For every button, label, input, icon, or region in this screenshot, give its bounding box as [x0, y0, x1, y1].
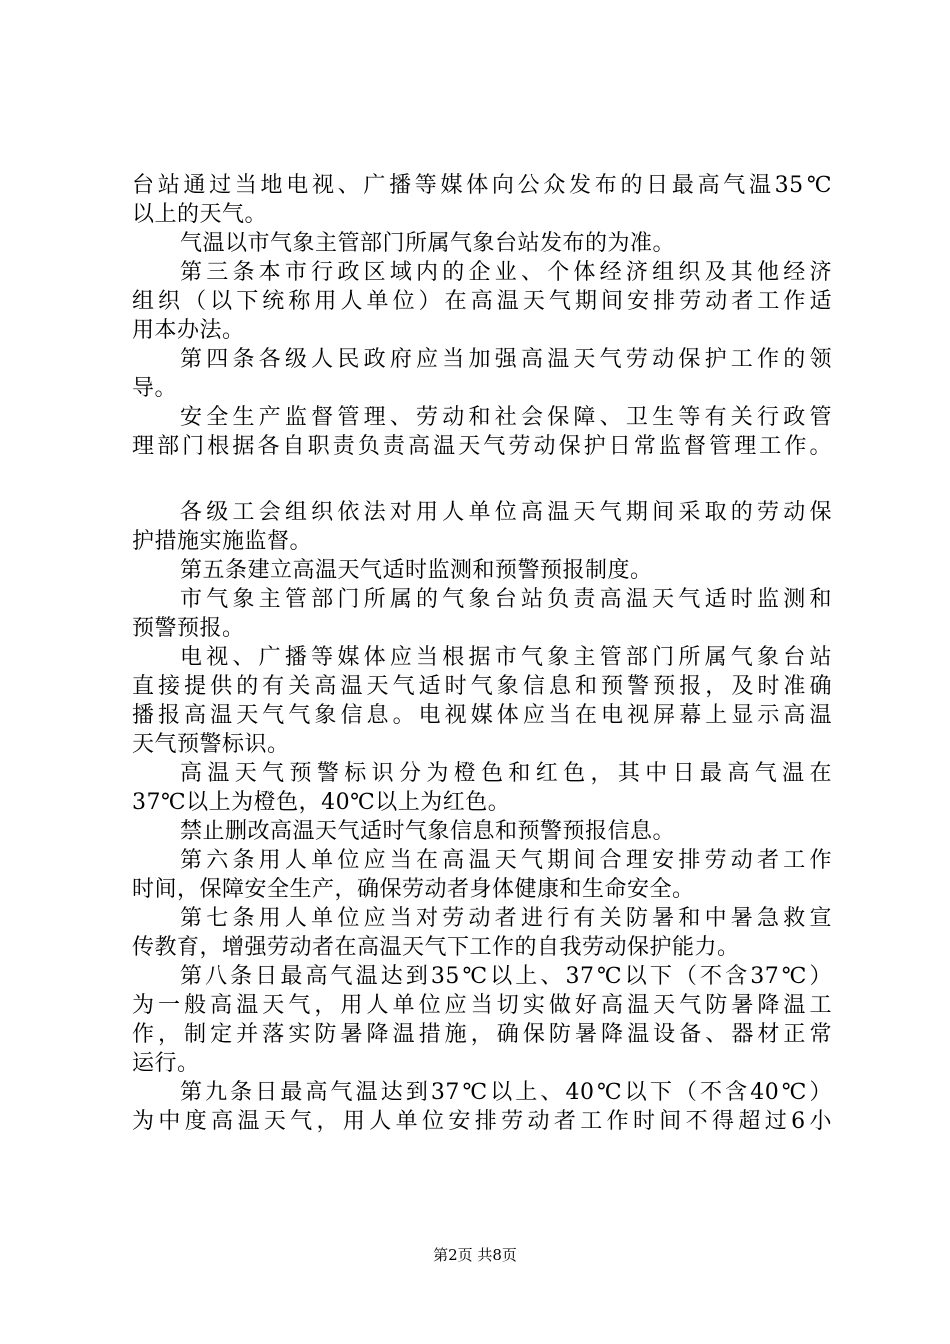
- paragraph-start: 第八条日最高气温达到35℃以上、37℃以下（不含37℃）: [180, 964, 832, 989]
- text-line: 为一般高温天气，用人单位应当切实做好高温天气防暑降温工: [132, 993, 832, 1018]
- text-line: 组织（以下统称用人单位）在高温天气期间安排劳动者工作适: [132, 289, 832, 314]
- paragraph-start: 高温天气预警标识分为橙色和红色，其中日最高气温在: [180, 761, 832, 786]
- text-line: 导。: [132, 376, 178, 401]
- document-body: [132, 171, 832, 1136]
- paragraph-start: 市气象主管部门所属的气象台站负责高温天气适时监测和: [180, 587, 832, 612]
- text-line: 播报高温天气气象信息。电视媒体应当在电视屏幕上显示高温: [132, 703, 832, 728]
- text-line: 作，制定并落实防暑降温措施，确保防暑降温设备、器材正常: [132, 1022, 832, 1047]
- text-line: 为中度高温天气，用人单位安排劳动者工作时间不得超过6小: [132, 1109, 832, 1134]
- paragraph-start: 第七条用人单位应当对劳动者进行有关防暑和中暑急救宣: [180, 906, 832, 931]
- text-line: 直接提供的有关高温天气适时气象信息和预警预报，及时准确: [132, 674, 832, 699]
- text-line: 时间，保障安全生产，确保劳动者身体健康和生命安全。: [132, 877, 695, 902]
- paragraph-gap: [132, 461, 832, 498]
- paragraph-start: 电视、广播等媒体应当根据市气象主管部门所属气象台站: [180, 645, 832, 670]
- paragraph-start: 第九条日最高气温达到37℃以上、40℃以下（不含40℃）: [180, 1080, 832, 1105]
- page-footer: 第2页 共8页: [433, 1246, 517, 1264]
- paragraph-start: 安全生产监督管理、劳动和社会保障、卫生等有关行政管: [180, 405, 832, 430]
- text-line: 以上的天气。: [132, 202, 268, 227]
- paragraph-start: 第六条用人单位应当在高温天气期间合理安排劳动者工作: [180, 848, 832, 873]
- text-line: 台站通过当地电视、广播等媒体向公众发布的日最高气温35℃: [132, 173, 832, 198]
- text-line: 护措施实施监督。: [132, 529, 313, 554]
- paragraph-start: 第四条各级人民政府应当加强高温天气劳动保护工作的领: [180, 347, 832, 372]
- paragraph-start: 第五条建立高温天气适时监测和预警预报制度。: [180, 558, 653, 583]
- paragraph-start: 第三条本市行政区域内的企业、个体经济组织及其他经济: [180, 260, 832, 285]
- paragraph-start: 禁止删改高温天气适时气象信息和预警预报信息。: [180, 819, 676, 844]
- text-line: 传教育，增强劳动者在高温天气下工作的自我劳动保护能力。: [132, 935, 740, 960]
- paragraph-start: 气温以市气象主管部门所属气象台站发布的为准。: [180, 231, 676, 256]
- paragraph-start: 各级工会组织依法对用人单位高温天气期间采取的劳动保: [180, 500, 832, 525]
- text-line: 预警预报。: [132, 616, 245, 641]
- text-line: 37℃以上为橙色，40℃以上为红色。: [132, 790, 511, 815]
- text-line: 运行。: [132, 1051, 200, 1076]
- text-line: 用本办法。: [132, 318, 245, 343]
- text-line: 天气预警标识。: [132, 732, 290, 757]
- text-line: 理部门根据各自职责负责高温天气劳动保护日常监督管理工作。: [132, 434, 832, 459]
